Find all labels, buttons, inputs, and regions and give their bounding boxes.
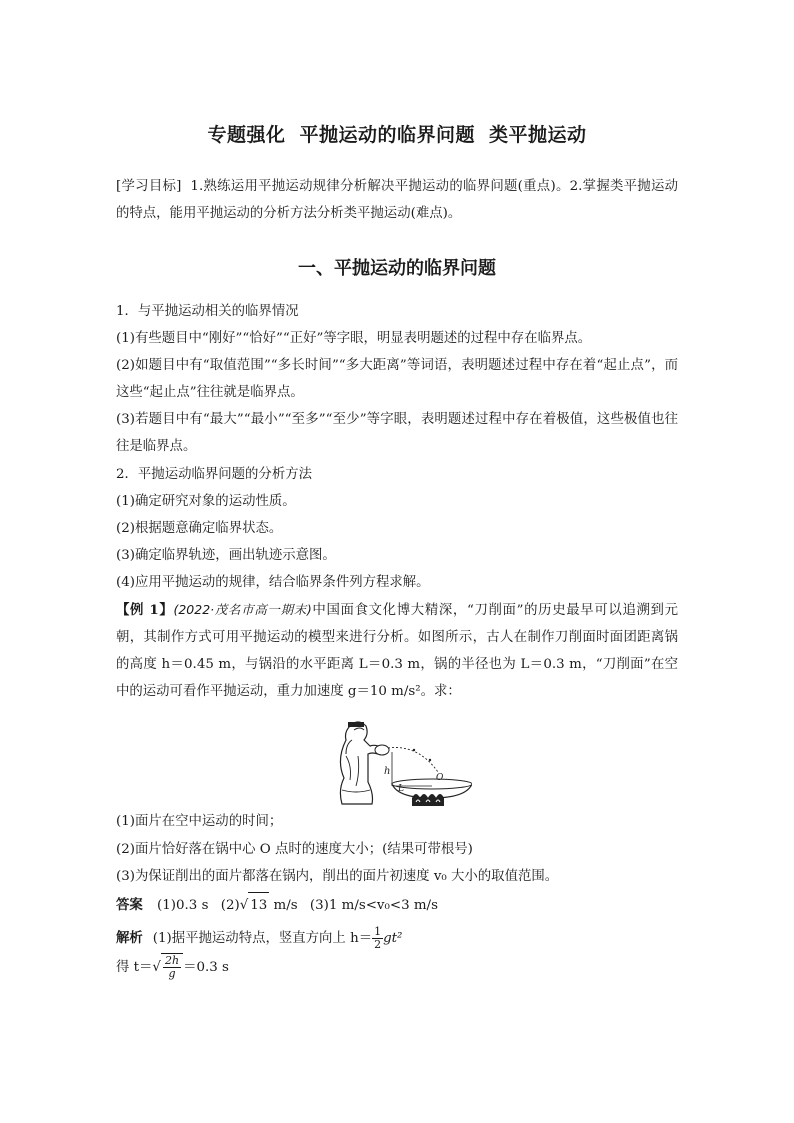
method-step-1: (1)确定研究对象的运动性质。 [116, 493, 296, 509]
analysis-line-1: 解析 (1)据平抛运动特点，竖直方向上 h＝ $\frac{1}{2}$ gt² [116, 925, 403, 951]
example-source: (2022·茂名市高一期末) [173, 602, 312, 618]
question-1: (1)面片在空中运动的时间； [116, 814, 283, 829]
learning-objectives [116, 173, 678, 227]
question-2: (2)面片恰好落在锅中心 O 点时的速度大小；(结果可带根号) [116, 841, 473, 857]
objectives-text: 1.熟练运用平抛运动规律分析解决平抛运动的临界问题(重点)。2.掌握类平抛运动的特点，能用平抛运动的分析方法分析类平抛运动(难点)。 [116, 179, 679, 221]
method-step-3: (3)确定临界轨迹，画出轨迹示意图。 [116, 547, 336, 563]
label-O: O [436, 773, 444, 783]
answer-label: 答案 [116, 898, 143, 913]
fraction-half: $\frac{1}{2}$ [374, 925, 382, 951]
heading-analysis-method: 2．平抛运动临界问题的分析方法 [116, 466, 312, 482]
section-title: 一、平抛运动的临界问题 [298, 258, 496, 279]
example-questions [116, 808, 678, 891]
paragraph-1: (1)有些题目中“刚好”“恰好”“正好”等字眼，明显表明题述的过程中存在临界点。 [116, 331, 592, 347]
question-3: (3)为保证削出的面片都落在锅内，削出的面片初速度 v₀ 大小的取值范围。 [116, 869, 559, 884]
example-text: 中国面食文化博大精深，“刀削面”的历史最早可以追溯到元朝，其制作方式可用平抛运动的模型来进行分析。如图所示，古人在制作刀削面时面团距离锅的高度 h＝0.45 m，与锅沿的水平距离 L＝0.3 m，锅的半径也为 L＝0.3 m，“刀削面”在空中的运动可看作平抛运动，重力加速度 g＝10 m/s²。求： [116, 603, 678, 700]
answer-line [116, 892, 678, 919]
paragraph-3: (3)若题目中有“最大”“最小”“至多”“至少”等字眼，表明题述过程中存在着极值，这些极值也往往是临界点。 [116, 412, 678, 455]
answer-3: (3)1 m/s<v₀<3 m/s [309, 898, 438, 913]
answer-1: (1)0.3 s [157, 898, 209, 913]
label-h: h [384, 766, 391, 777]
analysis [116, 925, 678, 982]
page-title [116, 120, 678, 147]
example-1 [116, 596, 678, 705]
sqrt-expression: √ $\frac{2h}{g}$ [152, 953, 183, 982]
answer-2: (2)√ 13 m/s [221, 898, 298, 913]
analysis-line-2: 得 t＝√ $\frac{2h}{g}$ ＝0.3 s [116, 954, 229, 980]
heading-critical-cases: 1．与平抛运动相关的临界情况 [116, 304, 299, 319]
title-part-1: 专题强化 [207, 124, 286, 146]
noodle-cutting-figure [332, 716, 472, 808]
method-step-4: (4)应用平抛运动的规律，结合临界条件列方程求解。 [116, 574, 430, 590]
title-part-2: 平抛运动的临界问题 [299, 124, 475, 146]
title-part-3: 类平抛运动 [489, 124, 587, 146]
figure-illustration [332, 716, 472, 808]
paragraph-2: (2)如题目中有“取值范围”“多长时间”“多大距离”等词语，表明题述过程中存在着“起止点”，而这些“起止点”往往就是临界点。 [116, 358, 678, 401]
section-body [116, 298, 678, 705]
analysis-label: 解析 [116, 931, 143, 946]
label-L: L [398, 784, 404, 794]
example-tag: 【例 1】 [116, 602, 174, 619]
method-step-2: (2)根据题意确定临界状态。 [116, 520, 283, 536]
objectives-label: [学习目标] [116, 179, 182, 194]
answer-2-radicand: 13 [248, 892, 269, 919]
